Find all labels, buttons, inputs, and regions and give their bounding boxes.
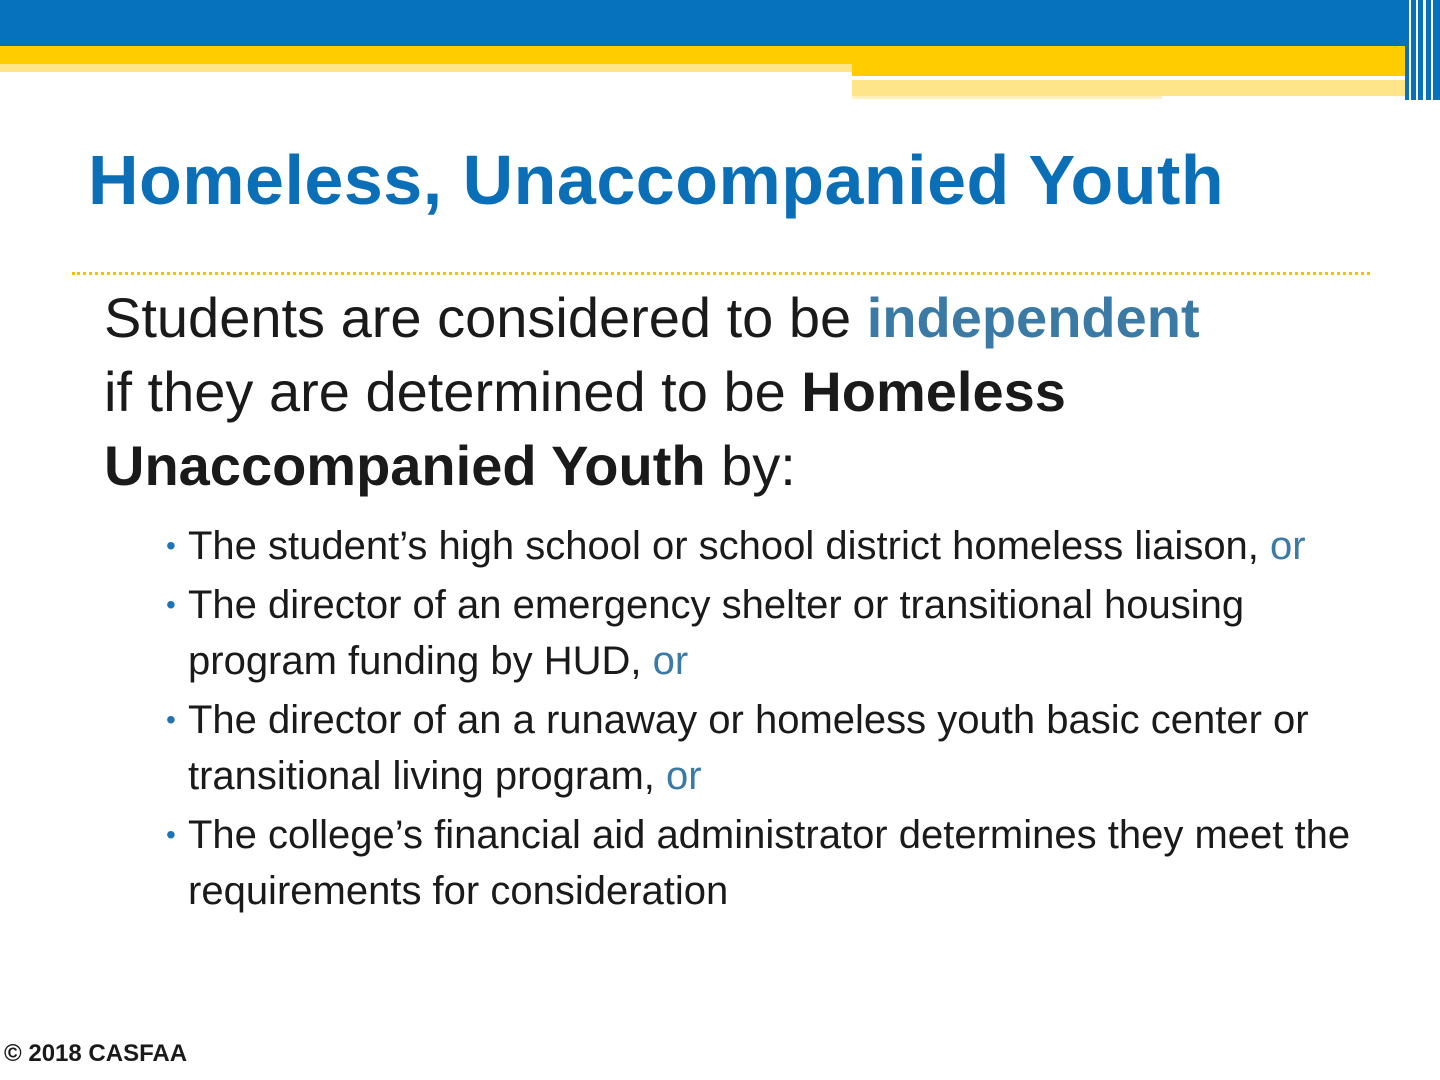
top-band-pale-right: [852, 80, 1405, 96]
top-band-yellow: [0, 46, 1405, 64]
bullet-or: or: [666, 754, 702, 798]
lead-text: if they are determined to be: [104, 360, 802, 423]
lead-paragraph: [104, 286, 1404, 512]
bullet-item: [160, 577, 1400, 689]
top-band-yellow-pale-left: [0, 64, 852, 72]
top-band-pale-tail: [852, 96, 1162, 99]
lead-line-3: [104, 434, 1404, 512]
corner-stripe: [1423, 0, 1426, 100]
lead-bold-homeless: Homeless: [801, 360, 1066, 423]
bullet-or: or: [652, 639, 689, 683]
title-divider: [72, 272, 1370, 275]
bullet-text: The director of an emergency shelter or transitional housing program funding by HUD,: [188, 583, 1245, 683]
lead-text: Students are considered to be: [104, 286, 867, 349]
bullet-item: [160, 807, 1400, 919]
corner-stripe: [1431, 0, 1433, 100]
bullet-text: The college’s financial aid administrator determines they meet the requirements for consideration: [188, 813, 1351, 913]
copyright-footer: © 2018 CASFAA: [4, 1040, 188, 1067]
lead-text: by:: [705, 434, 796, 497]
bullet-dot-icon: •: [166, 589, 176, 620]
corner-stripe: [1416, 0, 1418, 100]
top-band-blue: [0, 0, 1405, 46]
bullet-dot-icon: •: [166, 530, 176, 561]
bullet-dot-icon: •: [166, 704, 176, 735]
slide-title: Homeless, Unaccompanied Youth: [88, 141, 1225, 219]
lead-highlight-independent: independent: [866, 286, 1200, 349]
bullet-item: [160, 518, 1400, 574]
bullet-item: [160, 692, 1400, 804]
bullet-text: The director of an a runaway or homeless youth basic center or transitional living program,: [188, 698, 1309, 798]
lead-bold-unaccompanied-youth: Unaccompanied Youth: [104, 434, 706, 497]
bullet-list: [160, 518, 1400, 922]
corner-stripe: [1409, 0, 1411, 100]
lead-line-2: [104, 360, 1404, 438]
bullet-text: The student’s high school or school district homeless liaison,: [188, 524, 1271, 568]
bullet-or: or: [1270, 524, 1306, 568]
bullet-dot-icon: •: [166, 819, 176, 850]
top-band-yellow-right: [852, 64, 1405, 76]
lead-line-1: [104, 286, 1404, 364]
